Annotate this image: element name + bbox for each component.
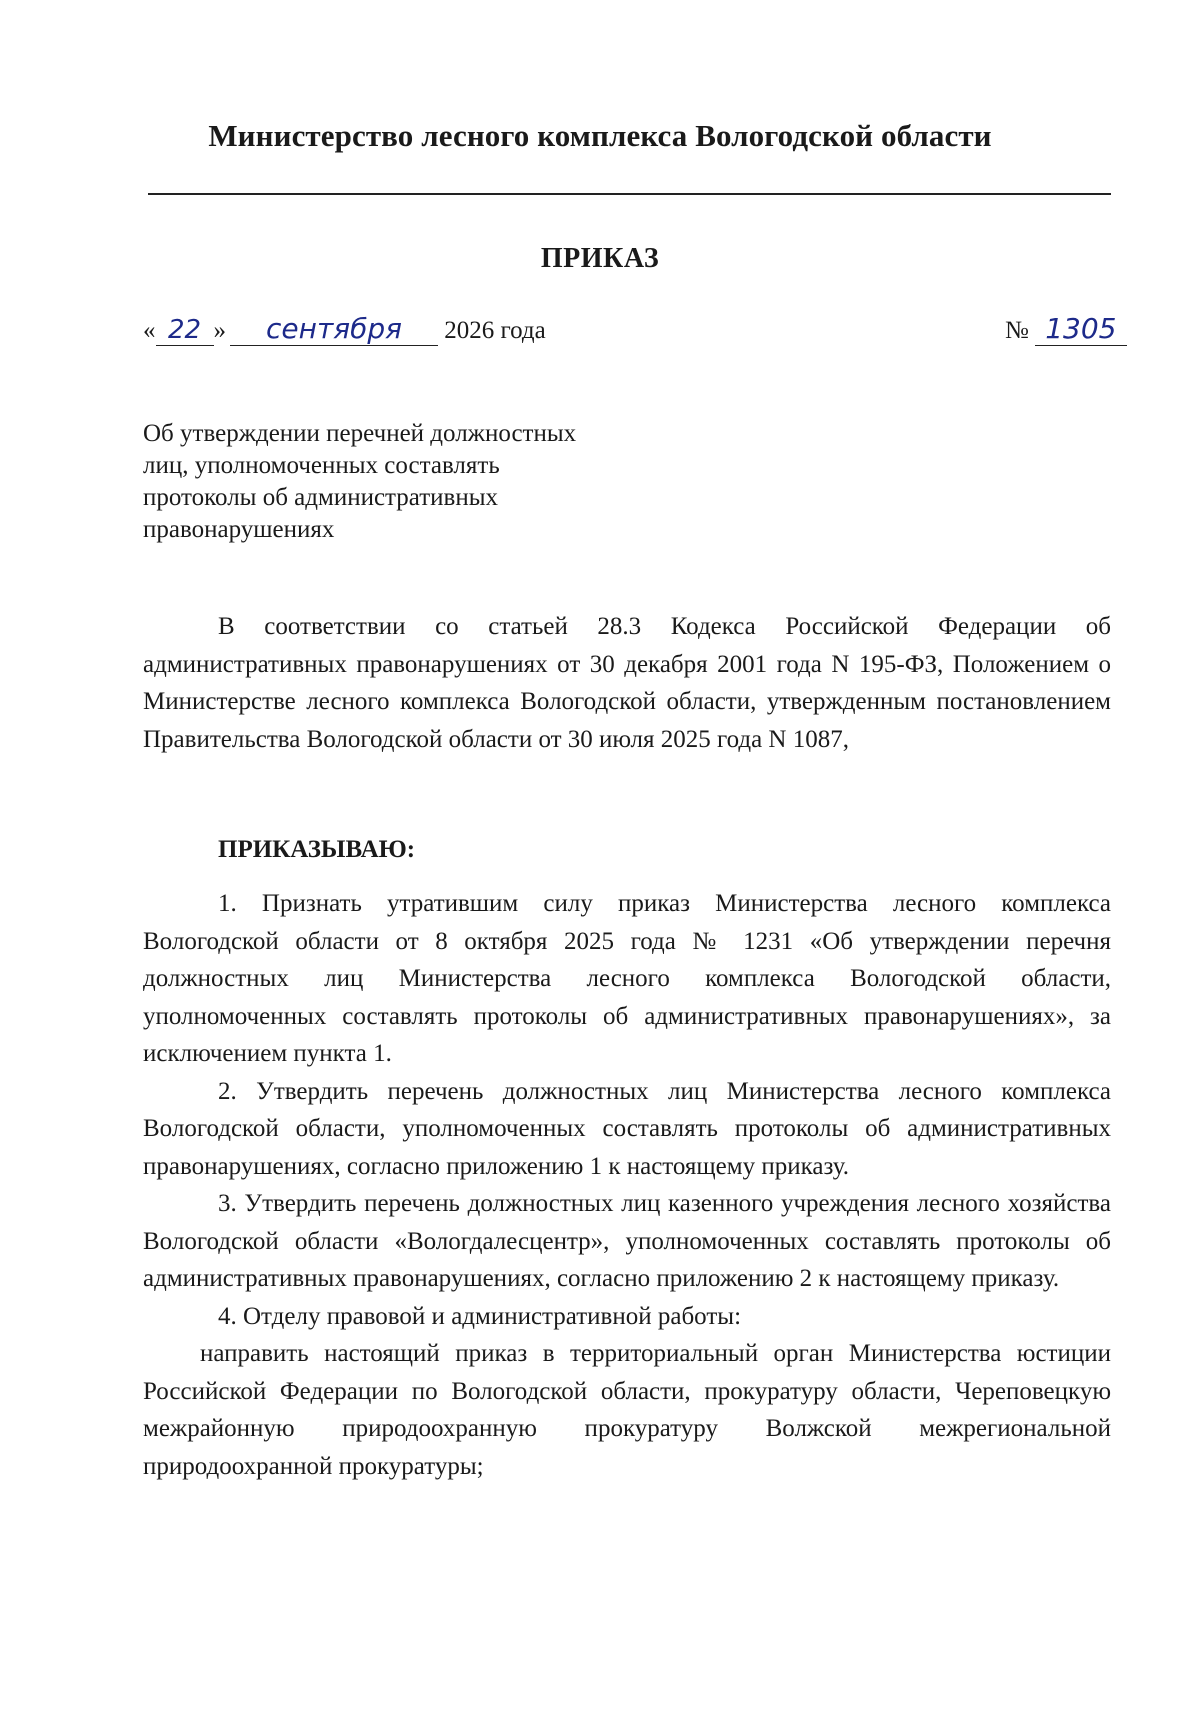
number-label: №	[1005, 317, 1029, 344]
preamble-paragraph: В соответствии со статьей 28.3 Кодекса Российской Федерации об административных правонарушениях от 30 декабря 2001 года N 195-ФЗ, Положением о Министерстве лесного комплекса Вологодской области, утвержденным постановлением Правительства Вологодской области от 30 июля 2025 года N 1087,	[143, 613, 1111, 753]
order-item: 1. Признать утратившим силу приказ Министерства лесного комплекса Вологодской области от 8 октября 2025 года № 1231 «Об утверждении перечня должностных лиц Министерства лесного комплекса Вологодской области, уполномоченных составлять протоколы об административных правонарушениях», за исключением пункта 1.	[143, 890, 1111, 1067]
order-item: 3. Утвердить перечень должностных лиц казенного учреждения лесного хозяйства Вологодской области «Вологдалесцентр», уполномоченных составлять протоколы об административных правонарушениях, согласно приложению 2 к настоящему приказу.	[143, 1190, 1111, 1292]
order-directive: ПРИКАЗЫВАЮ:	[218, 836, 416, 863]
order-item: 2. Утвердить перечень должностных лиц Министерства лесного комплекса Вологодской области, уполномоченных составлять протоколы об административных правонарушениях, согласно приложению 1 к настоящему приказу.	[143, 1077, 1111, 1180]
subject-line: правонарушениях	[143, 516, 335, 543]
order-item: 4. Отделу правовой и административной работы:	[218, 1302, 742, 1330]
subject-line: протоколы об административных	[143, 484, 499, 511]
date-close-quote: »	[213, 317, 226, 344]
date-year: 2026 года	[444, 317, 546, 344]
date-month-handwritten: сентября	[230, 315, 438, 346]
header-divider	[148, 193, 1111, 195]
subject-line: лиц, уполномоченных составлять	[143, 452, 500, 479]
date-day-handwritten: 22	[156, 317, 214, 346]
order-items	[143, 885, 1111, 1485]
number-value-handwritten: 1305	[1035, 315, 1127, 346]
order-subject	[143, 418, 663, 546]
subject-line: Об утверждении перечней должностных	[143, 420, 577, 447]
document-type-title: ПРИКАЗ	[540, 243, 660, 274]
date-open-quote: «	[143, 317, 156, 344]
date-line	[143, 312, 546, 346]
ministry-header: Министерство лесного комплекса Вологодской области	[208, 118, 992, 153]
order-sub-item: направить настоящий приказ в территориальный орган Министерства юстиции Российской Федерации по Вологодской области, прокуратуру области, Череповецкую межрайонную природоохранную прокуратуру Волжской межрегиональной природоохранной прокуратуры;	[143, 1340, 1111, 1480]
order-number	[1005, 312, 1127, 346]
